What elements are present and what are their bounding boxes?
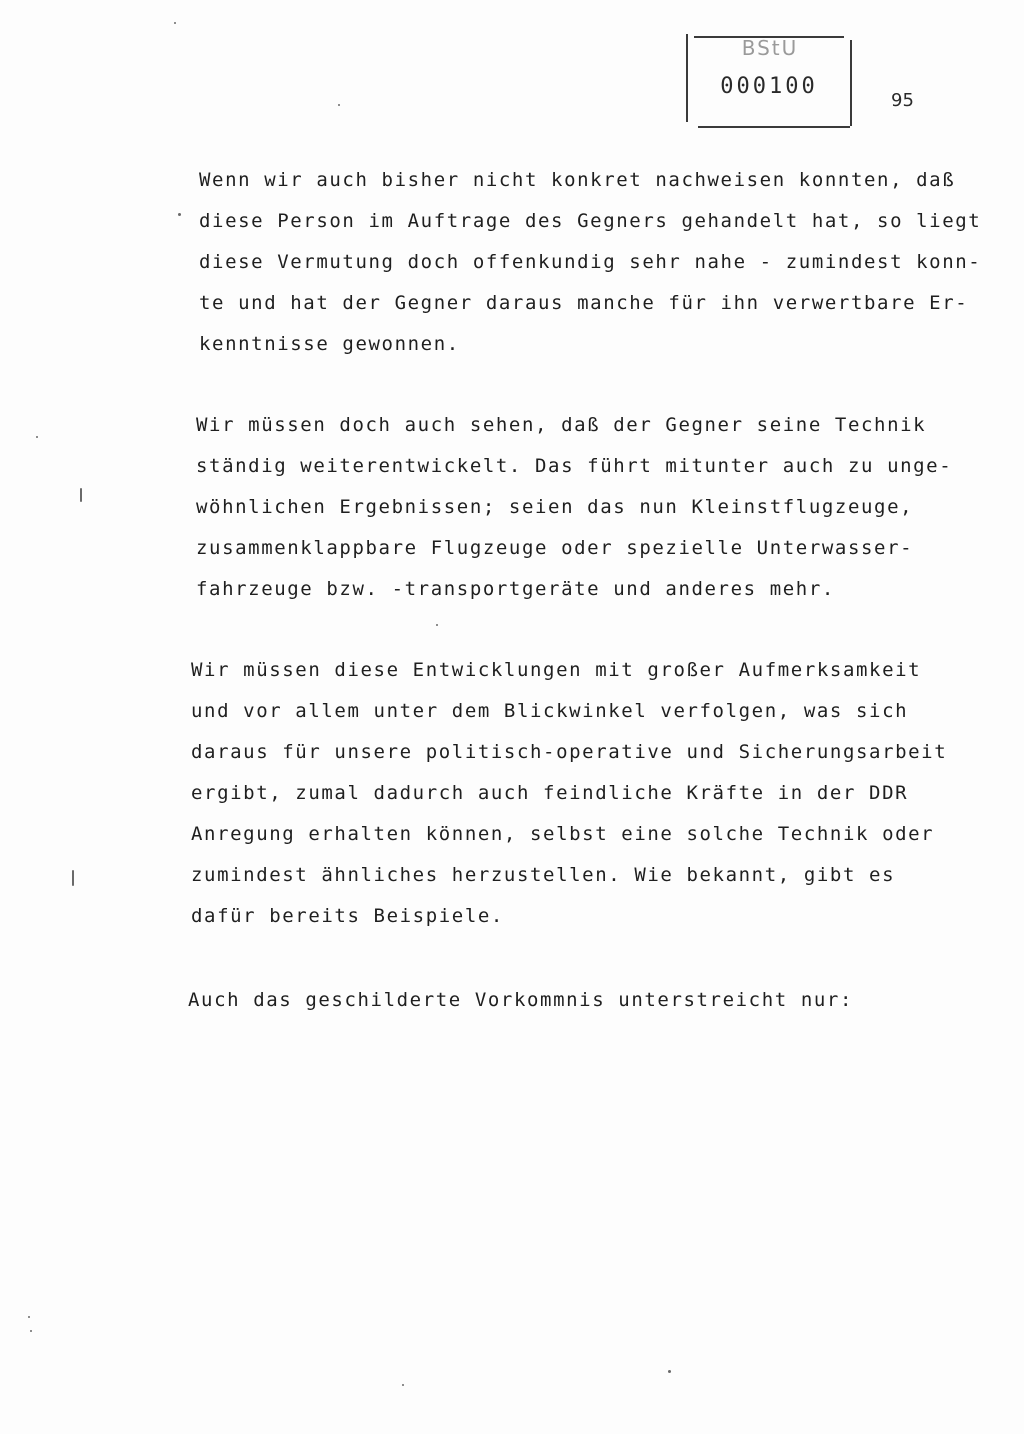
scan-speck bbox=[338, 104, 340, 106]
scan-speck bbox=[668, 1370, 671, 1373]
text-line: daraus für unsere politisch-operative und Sicherungsarbeit bbox=[191, 741, 948, 763]
text-line: diese Vermutung doch offenkundig sehr nahe - zumindest konn- bbox=[199, 251, 982, 273]
text-line: wöhnlichen Ergebnissen; seien das nun Kleinstflugzeuge, bbox=[196, 496, 914, 518]
scan-speck bbox=[436, 624, 438, 626]
stamp-agency: BStU bbox=[741, 36, 799, 60]
text-line: Anregung erhalten können, selbst eine solche Technik oder bbox=[191, 823, 935, 845]
text-line: kenntnisse gewonnen. bbox=[199, 333, 460, 355]
text-line: Wir müssen diese Entwicklungen mit großer Aufmerksamkeit bbox=[191, 659, 922, 681]
scan-speck bbox=[174, 22, 176, 24]
scan-speck bbox=[30, 1330, 32, 1332]
paragraph bbox=[188, 980, 853, 1021]
text-line: fahrzeuge bzw. -transportgeräte und anderes mehr. bbox=[196, 578, 835, 600]
scan-speck bbox=[72, 870, 74, 886]
text-line: zumindest ähnliches herzustellen. Wie bekannt, gibt es bbox=[191, 864, 896, 886]
scan-speck bbox=[36, 436, 38, 438]
text-line: ergibt, zumal dadurch auch feindliche Kräfte in der DDR bbox=[191, 782, 909, 804]
text-line: diese Person im Auftrage des Gegners gehandelt hat, so liegt bbox=[199, 210, 982, 232]
stamp-border-left bbox=[686, 34, 688, 122]
paragraph bbox=[199, 160, 981, 365]
paragraph bbox=[191, 650, 947, 937]
text-line: ständig weiterentwickelt. Das führt mitunter auch zu unge- bbox=[196, 455, 953, 477]
page-number: 95 bbox=[891, 90, 914, 111]
text-line: Auch das geschilderte Vorkommnis unterstreicht nur: bbox=[188, 989, 853, 1011]
scan-speck bbox=[178, 213, 181, 216]
text-line: und vor allem unter dem Blickwinkel verfolgen, was sich bbox=[191, 700, 909, 722]
scan-speck bbox=[28, 1316, 30, 1318]
text-line: te und hat der Gegner daraus manche für ihn verwertbare Er- bbox=[199, 292, 969, 314]
text-line: Wenn wir auch bisher nicht konkret nachweisen konnten, daß bbox=[199, 169, 956, 191]
stamp-number: 000100 bbox=[720, 74, 818, 99]
stamp-border-right bbox=[850, 40, 852, 126]
stamp-border-bottom bbox=[698, 126, 850, 128]
text-line: zusammenklappbare Flugzeuge oder spezielle Unterwasser- bbox=[196, 537, 914, 559]
scan-speck bbox=[402, 1384, 404, 1386]
text-line: Wir müssen doch auch sehen, daß der Gegner seine Technik bbox=[196, 414, 927, 436]
scan-speck bbox=[80, 488, 82, 502]
text-line: dafür bereits Beispiele. bbox=[191, 905, 504, 927]
paragraph bbox=[196, 405, 952, 610]
archive-stamp bbox=[686, 30, 854, 130]
